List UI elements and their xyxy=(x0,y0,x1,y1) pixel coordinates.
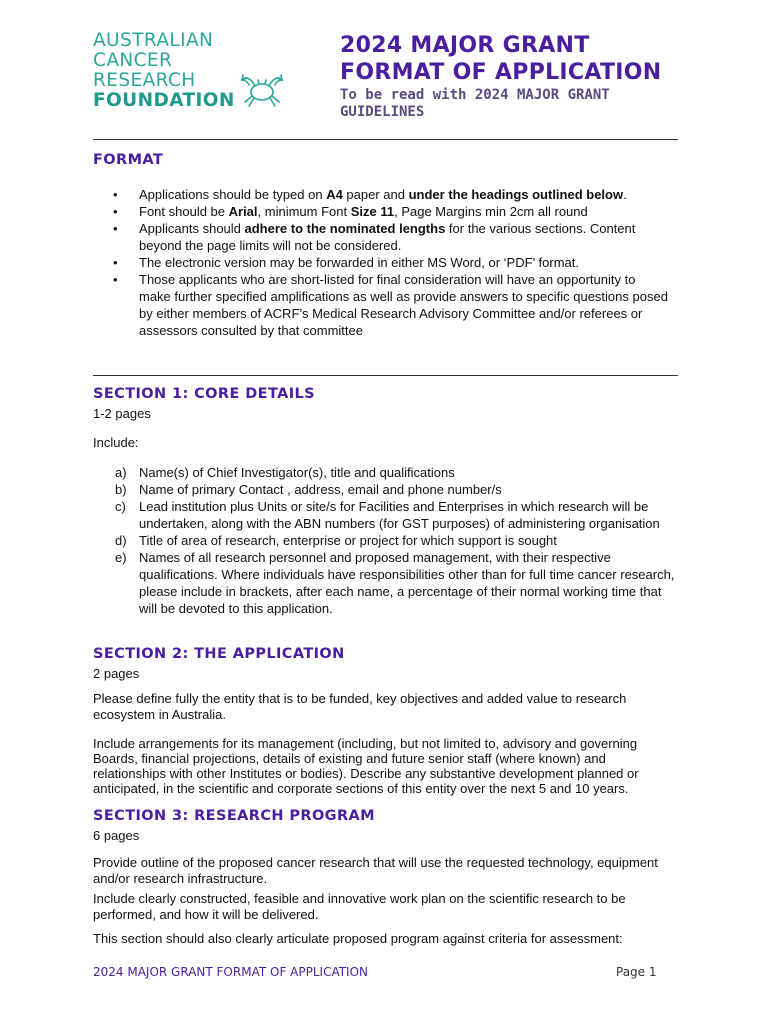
list-item: c) Lead institution plus Units or site/s for Facilities and Enterprises in which research will be undertaken, along with the ABN numbers (for GST purposes) of administering organisation xyxy=(115,499,660,531)
section1-include: Include: xyxy=(93,435,139,450)
section2-heading: SECTION 2: THE APPLICATION xyxy=(93,646,345,662)
list-item: a) Name(s) of Chief Investigator(s), title and qualifications xyxy=(115,465,455,480)
footer-title: 2024 MAJOR GRANT FORMAT OF APPLICATION xyxy=(93,965,369,979)
acrf-logo xyxy=(93,31,235,111)
section3-heading: SECTION 3: RESEARCH PROGRAM xyxy=(93,808,375,824)
list-item: b) Name of primary Contact , address, email and phone number/s xyxy=(115,482,502,497)
subtitle-line-2: GUIDELINES xyxy=(340,104,425,120)
section3-pages: 6 pages xyxy=(93,828,140,843)
document-title xyxy=(340,32,662,86)
divider xyxy=(93,375,678,376)
section3-paragraph: Include clearly constructed, feasible and innovative work plan on the scientific research to be performed, and how it will be delivered. xyxy=(93,891,626,922)
list-item: d) Title of area of research, enterprise or project for which support is sought xyxy=(115,533,557,548)
title-line-1: 2024 MAJOR GRANT xyxy=(340,33,590,58)
section2-paragraph: Include arrangements for its management (including, but not limited to, advisory and governing Boards, financial projections, details of existing and future senior staff (where known) and relationships with other Institutes or bodies). Describe any substantive development planned or anticipated, in the scientific and corporate sections of this entity over the next 5 and 10 years. xyxy=(93,736,639,796)
format-bullet: • Applicants should adhere to the nominated lengths for the various sections. Content beyond the page limits will not be considered. xyxy=(93,220,668,254)
page-number: Page 1 xyxy=(616,965,657,979)
section1-pages: 1-2 pages xyxy=(93,406,151,421)
section1-list xyxy=(93,464,678,617)
list-item: e) Names of all research personnel and proposed management, with their respective qualifications. Where individuals have responsibilities other than for full time cancer research, please include in brackets, after each name, a percentage of their normal working time that will be devoted to this application. xyxy=(115,550,675,616)
format-bullet: • The electronic version may be forwarded in either MS Word, or ‘PDF’ format. xyxy=(93,254,668,271)
format-bullet: • Font should be Arial, minimum Font Size 11, Page Margins min 2cm all round xyxy=(93,203,668,220)
logo-line-3: RESEARCH xyxy=(93,70,196,91)
subtitle-line-1: To be read with 2024 MAJOR GRANT xyxy=(340,87,610,103)
logo-line-1: AUSTRALIAN xyxy=(93,30,214,51)
title-line-2: FORMAT OF APPLICATION xyxy=(340,60,662,85)
logo-line-2: CANCER xyxy=(93,50,173,71)
section1-heading: SECTION 1: CORE DETAILS xyxy=(93,386,316,402)
section3-paragraph: Provide outline of the proposed cancer research that will use the requested technology, equipment and/or research infrastructure. xyxy=(93,855,658,886)
format-bullet: • Applications should be typed on A4 paper and under the headings outlined below. xyxy=(93,186,668,203)
divider xyxy=(93,139,678,140)
format-bullet: • Those applicants who are short-listed for final consideration will have an opportunity to make further specified amplifications as well as provide answers to specific questions posed by either members of ACRF’s Medical Research Advisory Committee and/or referees or assessors consulted by that committee xyxy=(93,271,668,339)
section2-pages: 2 pages xyxy=(93,666,140,681)
crab-icon xyxy=(237,68,287,110)
document-subtitle xyxy=(340,87,610,121)
logo-line-4: FOUNDATION xyxy=(93,90,235,111)
format-heading: FORMAT xyxy=(93,152,164,168)
section2-paragraph: Please define fully the entity that is to be funded, key objectives and added value to research ecosystem in Australia. xyxy=(93,691,627,722)
format-list xyxy=(93,186,668,339)
section3-paragraph: This section should also clearly articulate proposed program against criteria for assessment: xyxy=(93,931,623,946)
